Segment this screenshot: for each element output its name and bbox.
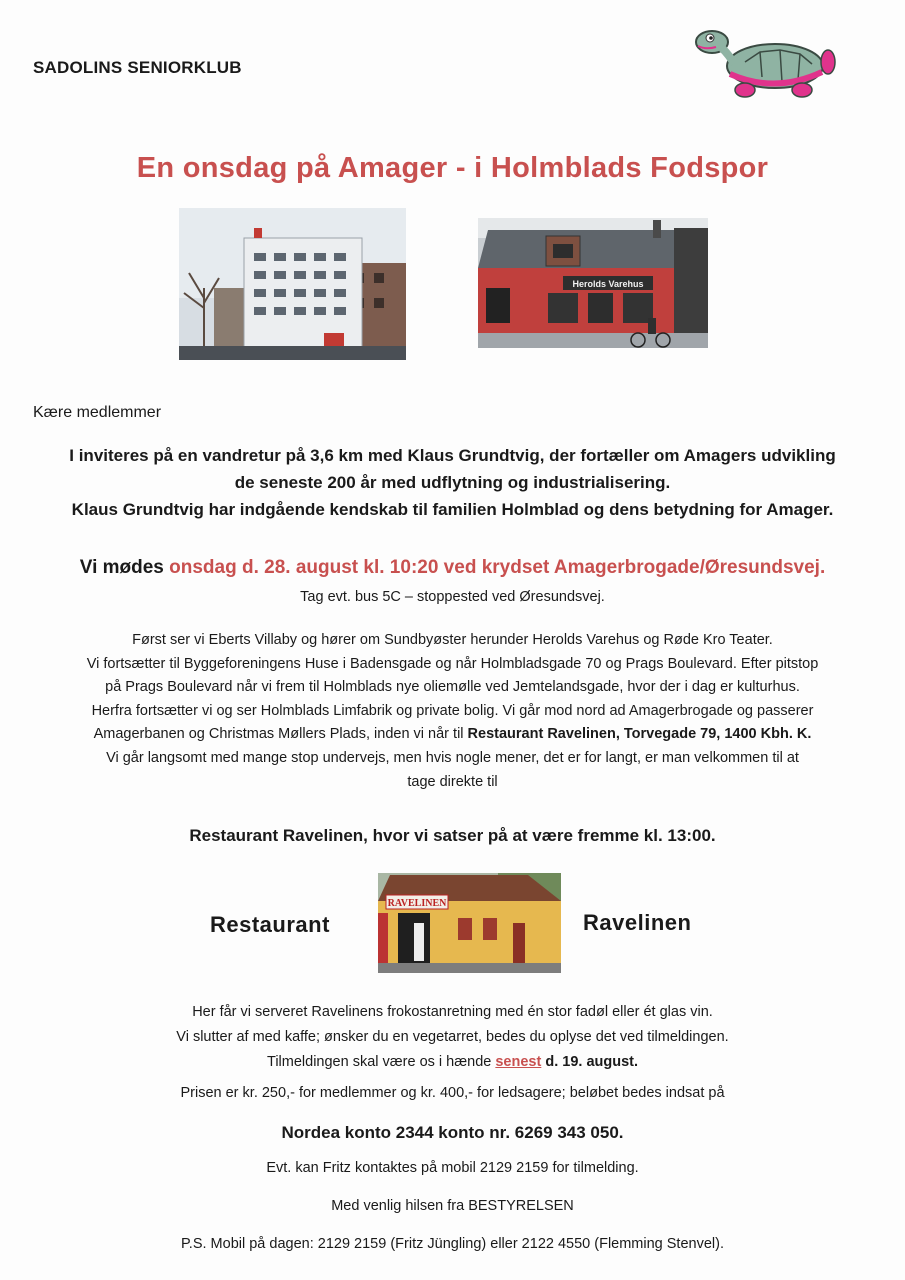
route-line: Amagerbanen og Christmas Møllers Plads, inden vi når til Restaurant Ravelinen, Torvegade 79, 1400 Kbh. K. xyxy=(93,726,812,743)
intro-line: I inviteres på en vandretur på 3,6 km med Klaus Grundtvig, der fortæller om Amagers udvikling xyxy=(69,446,836,465)
ravelinen-photo xyxy=(378,873,561,973)
meeting-prefix: Vi mødes xyxy=(79,557,170,578)
lunch-line: Her får vi serveret Ravelinens frokostanretning med én stor fadøl eller ét glas vin. xyxy=(192,1004,713,1020)
deadline-date: d. 19. august. xyxy=(541,1054,638,1070)
route-description xyxy=(30,629,875,794)
page-title: En onsdag på Amager - i Holmblads Fodspor xyxy=(136,152,769,184)
contact-info: Evt. kan Fritz kontaktes på mobil 2129 2159 for tilmelding. xyxy=(266,1160,639,1176)
bus-info: Tag evt. bus 5C – stoppested ved Øresundsvej. xyxy=(300,589,605,605)
lunch-line: Tilmeldingen skal være os i hænde senest d. 19. august. xyxy=(267,1054,638,1070)
route-line: på Prags Boulevard når vi frem til Holmblads nye oliemølle ved Jemtelandsgade, hvor der i dag er kulturhus. xyxy=(105,679,800,696)
regards: Med venlig hilsen fra BESTYRELSEN xyxy=(331,1198,574,1214)
herolds-varehus-photo xyxy=(478,218,708,348)
meeting-highlight: onsdag d. 28. august kl. 10:20 ved krydset Amagerbrogade/Øresundsvej. xyxy=(169,557,826,578)
restaurant-label-right: Ravelinen xyxy=(583,910,692,935)
intro-line: Klaus Grundtvig har indgående kendskab til familien Holmblad og dens betydning for Amager. xyxy=(71,500,834,519)
intro-paragraph xyxy=(20,442,885,523)
restaurant-label-left: Restaurant xyxy=(210,912,330,937)
restaurant-address: Restaurant Ravelinen, Torvegade 79, 1400 Kbh. K. xyxy=(467,726,812,743)
bank-account: Nordea konto 2344 konto nr. 6269 343 050. xyxy=(281,1123,624,1142)
route-line: Først ser vi Eberts Villaby og hører om Sundbyøster herunder Herolds Varehus og Røde Kro Teater. xyxy=(132,632,773,648)
turtle-icon xyxy=(690,22,840,102)
route-line: tage direkte til xyxy=(407,773,498,790)
meeting-info xyxy=(0,557,905,579)
restaurant-sign: RAVELINEN xyxy=(387,898,447,909)
club-name: SADOLINS SENIORKLUB xyxy=(33,58,242,77)
arrival-info: Restaurant Ravelinen, hvor vi satser på at være fremme kl. 13:00. xyxy=(189,826,716,845)
lunch-info xyxy=(30,1000,875,1075)
store-sign: Herolds Varehus xyxy=(572,279,644,289)
postscript: P.S. Mobil på dagen: 2129 2159 (Fritz Jüngling) eller 2122 4550 (Flemming Stenvel). xyxy=(181,1236,724,1252)
price-info: Prisen er kr. 250,- for medlemmer og kr. 400,- for ledsagere; beløbet bedes indsat på xyxy=(180,1085,725,1101)
intro-line: de seneste 200 år med udflytning og industrialisering. xyxy=(234,473,671,492)
lunch-line: Vi slutter af med kaffe; ønsker du en vegetarret, bedes du oplyse det ved tilmeldingen. xyxy=(176,1029,729,1045)
route-line: Vi går langsomt med mange stop undervejs, men hvis nogle mener, det er for langt, er man velkommen til at xyxy=(106,749,799,766)
building-photo xyxy=(179,208,406,360)
deadline-highlight: senest xyxy=(495,1054,542,1070)
route-line: Herfra fortsætter vi og ser Holmblads Limfabrik og private bolig. Vi går mod nord ad Amagerbrogade og passerer xyxy=(91,702,814,719)
route-line: Vi fortsætter til Byggeforeningens Huse i Badensgade og når Holmbladsgade 70 og Prags Boulevard. Efter pitstop xyxy=(86,655,819,672)
greeting: Kære medlemmer xyxy=(33,404,162,421)
